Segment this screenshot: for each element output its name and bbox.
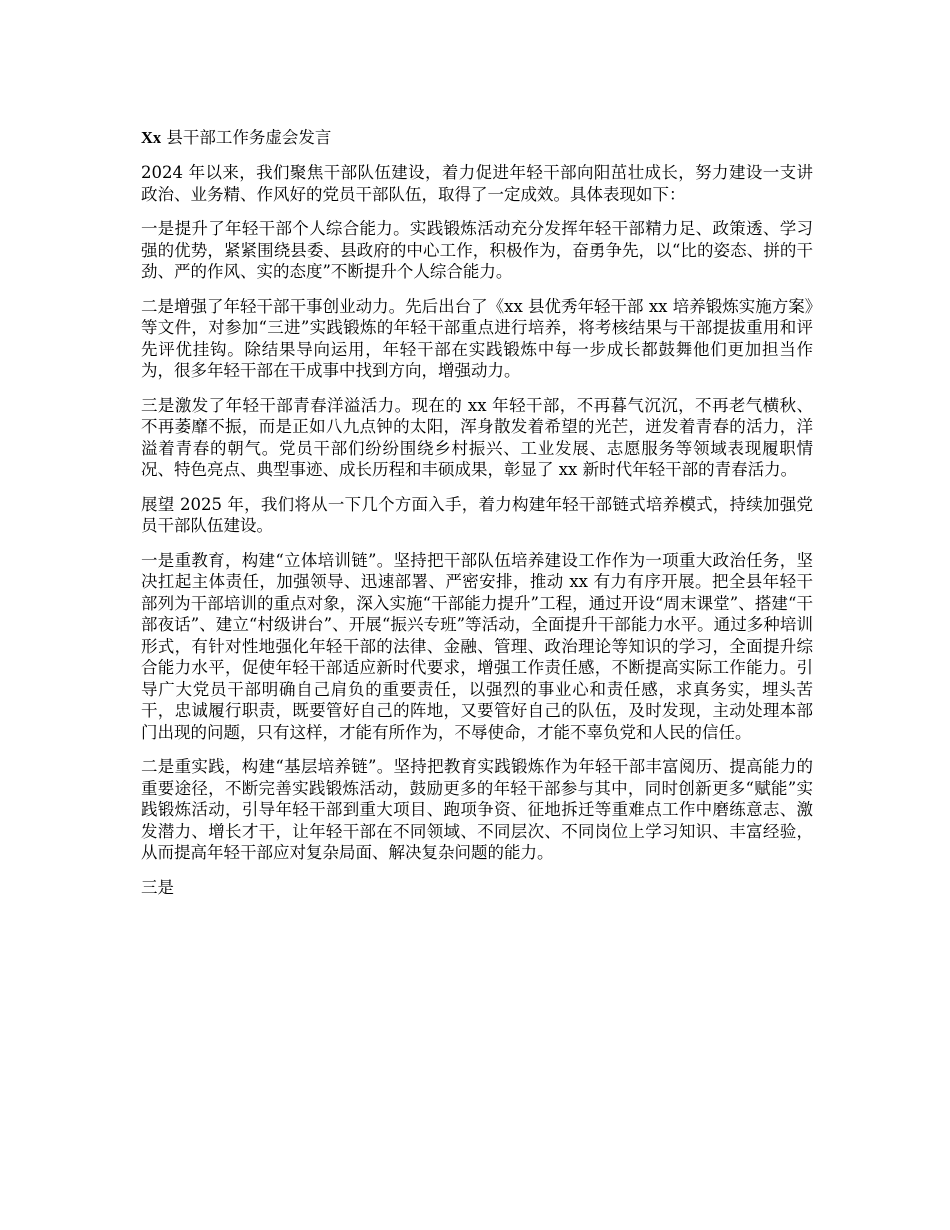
paragraph-third: 三是: [141, 877, 174, 897]
document-title: [141, 127, 813, 149]
document-title-prefix: Xx: [141, 128, 162, 147]
paragraph-vitality: 三是激发了年轻干部青春洋溢活力。现在的 xx 年轻干部，不再暮气沉沉，不再老气横秋、不再萎靡不振，而是正如八九点钟的太阳，浑身散发着希望的光芒，迸发着青春的活力，洋溢着青春的朝气。党员干部们纷纷围绕乡村振兴、工业发展、志愿服务等领域表现履职情况、特色亮点、典型事迹、成长历程和丰硕成果，彰显了 xx 新时代年轻干部的青春活力。: [141, 395, 813, 479]
document-title-text: 县干部工作务虚会发言: [161, 128, 332, 147]
paragraph-ability: 一是提升了年轻干部个人综合能力。实践锻炼活动充分发挥年轻干部精力足、政策透、学习强的优势，紧紧围绕县委、县政府的中心工作，积极作为，奋勇争先，以“比的姿态、拼的干劲、严的作风、实的态度”不断提升个人综合能力。: [141, 219, 813, 281]
paragraph-outlook: 展望 2025 年，我们将从一下几个方面入手，着力构建年轻干部链式培养模式，持续加强党员干部队伍建设。: [141, 494, 813, 535]
paragraph-education: 一是重教育，构建“立体培训链”。坚持把干部队伍培养建设工作作为一项重大政治任务，坚决扛起主体责任，加强领导、迅速部署、严密安排，推动 xx 有力有序开展。把全县年轻干部列为干部培训的重点对象，深入实施“干部能力提升”工程，通过开设“周末课堂”、搭建“干部夜话”、建立“村级讲台”、开展“振兴专班”等活动，全面提升干部能力水平。通过多种培训形式，有针对性地强化年轻干部的法律、金融、管理、政治理论等知识的学习，全面提升综合能力水平，促使年轻干部适应新时代要求，增强工作责任感，不断提高实际工作能力。引导广大党员干部明确自己肩负的重要责任，以强烈的事业心和责任感，求真务实，埋头苦干，忠诚履行职责，既要管好自己的阵地，又要管好自己的队伍，及时发现，主动处理本部门出现的问题，只有这样，才能有所作为，不辱使命，才能不辜负党和人民的信任。: [141, 550, 813, 742]
paragraph-intro: 2024 年以来，我们聚焦干部队伍建设，着力促进年轻干部向阳茁壮成长，努力建设一支讲政治、业务精、作风好的党员干部队伍，取得了一定成效。具体表现如下：: [141, 163, 813, 204]
document-page: [141, 127, 813, 911]
paragraph-practice: 二是重实践，构建“基层培养链”。坚持把教育实践锻炼作为年轻干部丰富阅历、提高能力的重要途径，不断完善实践锻炼活动，鼓励更多的年轻干部参与其中，同时创新更多“赋能”实践锻炼活动，引导年轻干部到重大项目、跑项争资、征地拆迁等重难点工作中磨练意志、激发潜力、增长才干，让年轻干部在不同领域、不同层次、不同岗位上学习知识、丰富经验，从而提高年轻干部应对复杂局面、解决复杂问题的能力。: [141, 757, 813, 862]
paragraph-motivation: 二是增强了年轻干部干事创业动力。先后出台了《xx 县优秀年轻干部 xx 培养锻炼实施方案》等文件，对参加“三进”实践锻炼的年轻干部重点进行培养，将考核结果与干部提拔重用和评先评优挂钩。除结果导向运用，年轻干部在实践锻炼中每一步成长都鼓舞他们更加担当作为，很多年轻干部在干成事中找到方向，增强动力。: [141, 296, 813, 380]
